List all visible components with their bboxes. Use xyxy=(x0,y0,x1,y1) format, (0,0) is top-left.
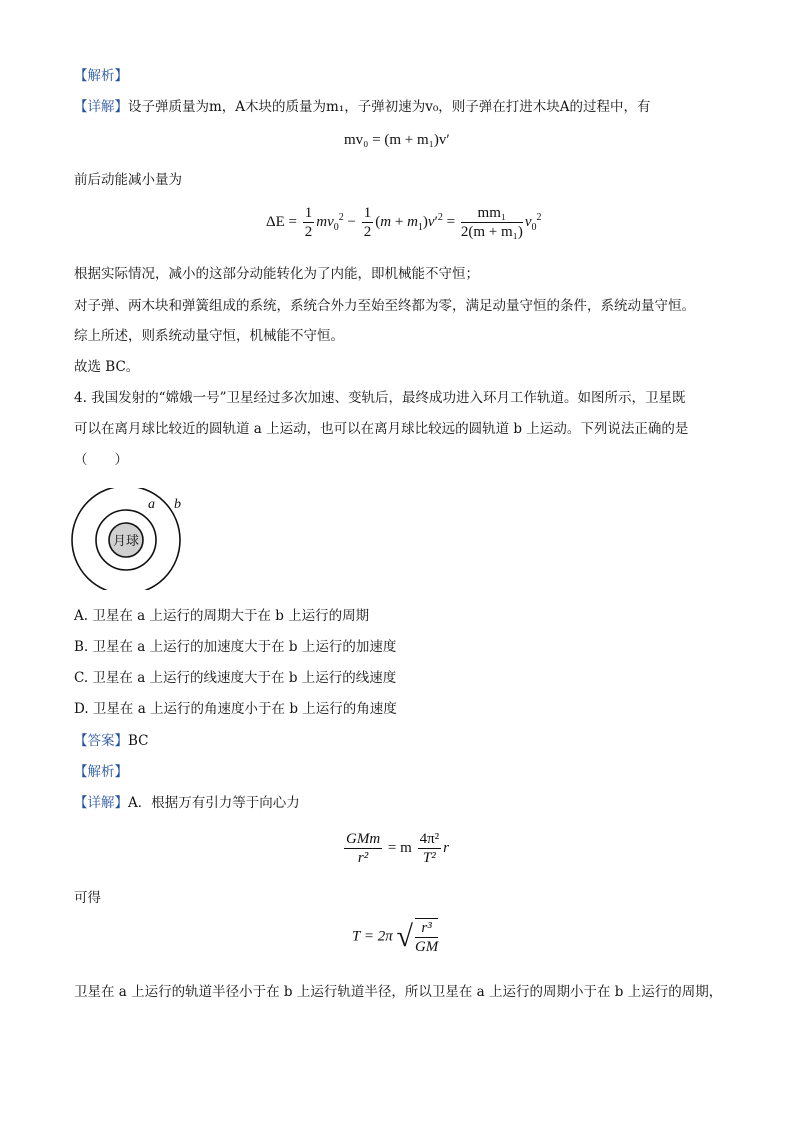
detail-tag-2: 【详解】 xyxy=(74,795,128,811)
equation-gravity: $\frac{\text{GMm}}{\text{r²}}$ = m $\frac{\text{4π²}}{\text{T²}}$ r xyxy=(346,831,449,866)
detail-text: 设子弹质量为m，A木块的质量为m₁，子弹初速为v₀，则子弹在打进木块A的过程中，有 xyxy=(128,99,651,115)
summary-text: 综上所述，则系统动量守恒，机械能不守恒。 xyxy=(74,328,344,344)
moon-label: 月球 xyxy=(112,534,140,549)
orbit-diagram xyxy=(70,488,185,590)
option-d: D. 卫星在 a 上运行的角速度小于在 b 上运行的角速度 xyxy=(74,701,397,717)
detail-tag: 【详解】 xyxy=(74,99,128,115)
detail-paragraph xyxy=(74,97,651,117)
option-b: B. 卫星在 a 上运行的加速度大于在 b 上运行的加速度 xyxy=(74,639,397,655)
analysis-tag: 【解析】 xyxy=(74,68,128,84)
heat-text: 根据实际情况，减小的这部分动能转化为了内能，即机械能不守恒； xyxy=(74,266,479,282)
detail-paragraph-2 xyxy=(74,793,300,813)
derive-text: 可得 xyxy=(74,890,101,906)
option-a: A. 卫星在 a 上运行的周期大于在 b 上运行的周期 xyxy=(74,608,370,624)
answer-line xyxy=(74,731,149,751)
choose-text: 故选 BC。 xyxy=(74,359,140,375)
equation-period: T = 2π √ $\frac{\text{r³}}{GM}$ xyxy=(352,920,439,955)
kinetic-loss-text: 前后动能减小量为 xyxy=(74,172,182,188)
option-c: C. 卫星在 a 上运行的线速度大于在 b 上运行的线速度 xyxy=(74,670,397,686)
answer-tag: 【答案】 xyxy=(74,733,128,749)
question-4-paren: （ ） xyxy=(74,452,128,468)
orbit-a-label: a xyxy=(148,497,155,512)
equation-energy-loss: ΔE = $\frac{1}{2}$ $mv_0^2$ − $\frac{1}{2}$ $(m + m_1)v'^2$ = $\frac{\text{mm₁}}{\text{2(m + m₁)}}$ $v_0^2$ xyxy=(266,205,542,240)
answer-value: BC xyxy=(128,733,149,749)
analysis-tag-2: 【解析】 xyxy=(74,764,128,780)
question-4-line-2: 可以在离月球比较近的圆轨道 a 上运动，也可以在离月球比较远的圆轨道 b 上运动。下列说法正确的是 xyxy=(74,421,689,437)
system-text: 对子弹、两木块和弹簧组成的系统，系统合外力至始至终都为零，满足动量守恒的条件，系统动量守恒。 xyxy=(74,298,695,314)
conclusion-text: 卫星在 a 上运行的轨道半径小于在 b 上运行轨道半径，所以卫星在 a 上运行的周期小于在 b 上运行的周期， xyxy=(74,984,723,1000)
detail-text-2: A．根据万有引力等于向心力 xyxy=(128,795,300,811)
question-4-line-1: 4. 我国发射的“嫦娥一号”卫星经过多次加速、变轨后，最终成功进入环月工作轨道。如图所示，卫星既 xyxy=(74,390,686,406)
orbit-b-label: b xyxy=(174,497,181,512)
equation-momentum: mv₀ = (m + m₁)v′ xyxy=(344,132,450,148)
